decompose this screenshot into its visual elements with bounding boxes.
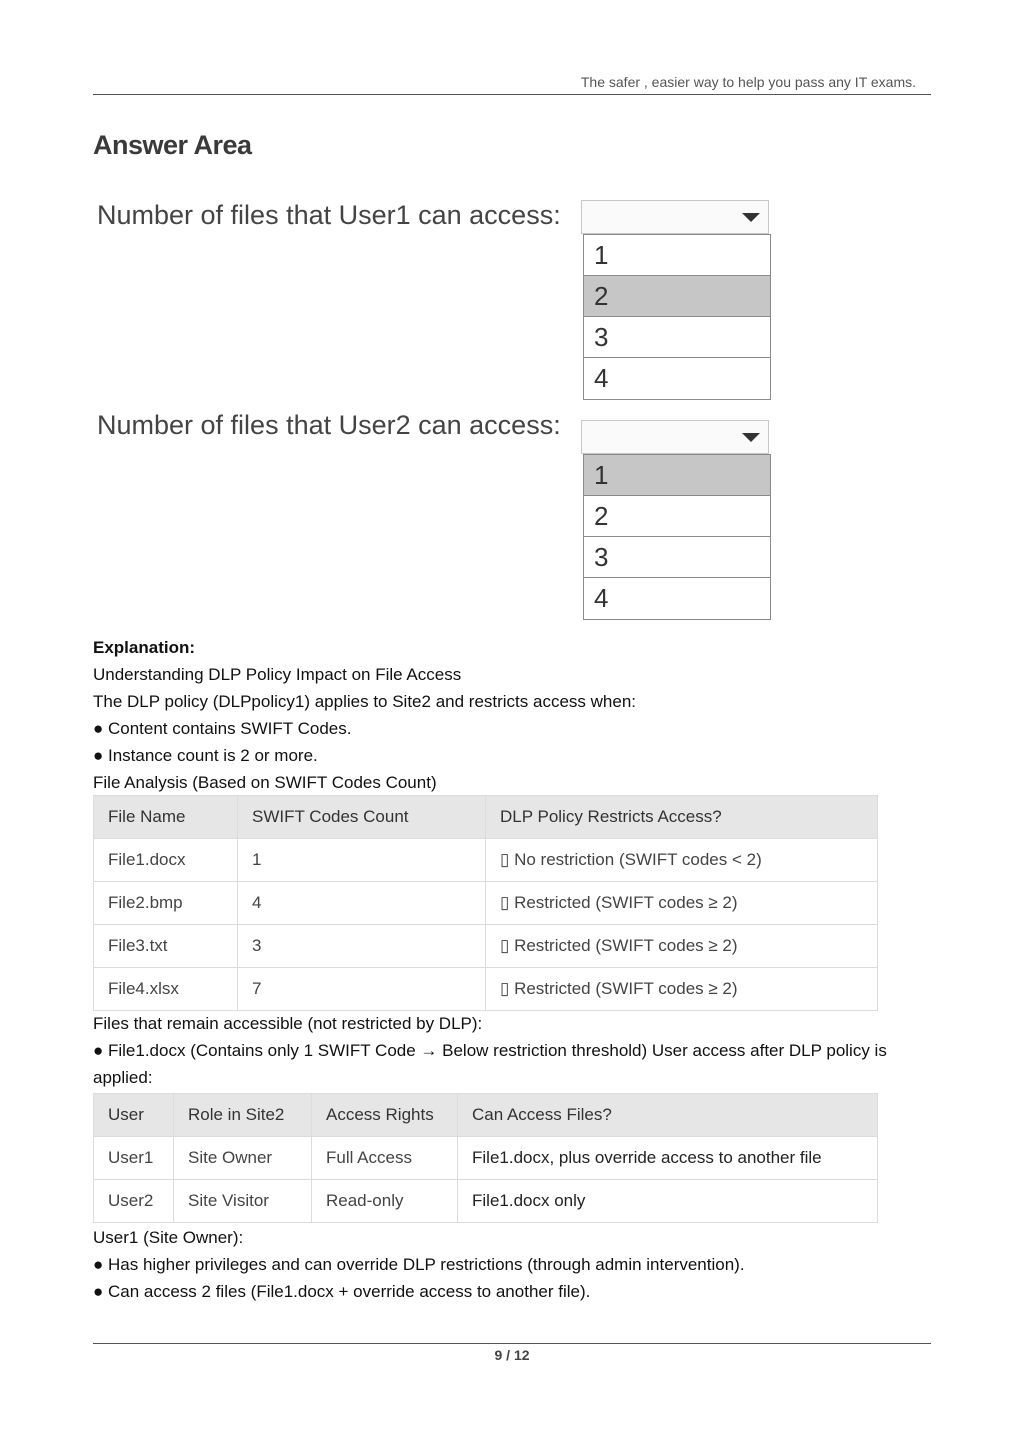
table-cell: Site Owner (174, 1137, 312, 1180)
question-2-dropdown[interactable] (581, 420, 769, 454)
table-cell: Site Visitor (174, 1180, 312, 1223)
column-header: Can Access Files? (458, 1094, 878, 1137)
header-divider (93, 94, 931, 95)
table-row (94, 839, 878, 882)
question-1-options (583, 234, 771, 400)
user1-bullet: ● Has higher privileges and can override DLP restrictions (through admin intervention). (93, 1255, 745, 1274)
question-1-option-4[interactable]: 4 (594, 363, 609, 393)
accessible-files-bullet: ● File1.docx (Contains only 1 SWIFT Code → Below restriction threshold) User access after DLP policy is (93, 1041, 887, 1060)
table-row (94, 1180, 878, 1223)
chevron-down-icon (742, 433, 760, 442)
header-tagline: The safer , easier way to help you pass any IT exams. (580, 74, 916, 90)
question-2-option-1-selected[interactable]: 1 (584, 455, 770, 496)
question-2-option-2[interactable]: 2 (584, 496, 770, 537)
table-cell: User2 (94, 1180, 174, 1223)
table-cell: 1 (238, 839, 486, 882)
table-cell: File2.bmp (94, 882, 238, 925)
column-header: File Name (94, 796, 238, 839)
explanation-line: Understanding DLP Policy Impact on File Access (93, 665, 462, 684)
table-cell: File3.txt (94, 925, 238, 968)
page-number: 9 / 12 (494, 1347, 530, 1363)
explanation-heading: Explanation: (93, 638, 196, 657)
explanation-line: The DLP policy (DLPpolicy1) applies to Site2 and restricts access when: (93, 692, 636, 711)
table-row (94, 925, 878, 968)
file-analysis-table (93, 795, 878, 1011)
question-1-label: Number of files that User1 can access: (97, 200, 561, 230)
user1-bullet: ● Can access 2 files (File1.docx + override access to another file). (93, 1282, 591, 1301)
column-header: User (94, 1094, 174, 1137)
footer-divider (93, 1343, 931, 1344)
accessible-files-continuation: applied: (93, 1068, 153, 1087)
question-1-option-1[interactable]: 1 (584, 235, 770, 276)
table-cell: ▯ Restricted (SWIFT codes ≥ 2) (486, 882, 878, 925)
explanation-bullet: ● Instance count is 2 or more. (93, 746, 318, 765)
table-row (94, 1137, 878, 1180)
table-cell: Full Access (312, 1137, 458, 1180)
table-cell: File4.xlsx (94, 968, 238, 1011)
table-cell: 3 (238, 925, 486, 968)
table-cell: Read-only (312, 1180, 458, 1223)
table-cell: 7 (238, 968, 486, 1011)
table-cell: File1.docx (94, 839, 238, 882)
question-2-option-4[interactable]: 4 (594, 583, 609, 613)
table-cell: ▯ Restricted (SWIFT codes ≥ 2) (486, 925, 878, 968)
column-header: DLP Policy Restricts Access? (486, 796, 878, 839)
table-row (94, 968, 878, 1011)
column-header: Role in Site2 (174, 1094, 312, 1137)
table-cell: File1.docx, plus override access to another file (458, 1137, 878, 1180)
question-1-option-2-selected[interactable]: 2 (584, 276, 770, 317)
explanation-line: File Analysis (Based on SWIFT Codes Count) (93, 773, 437, 792)
question-1-option-3[interactable]: 3 (584, 317, 770, 358)
user-access-table (93, 1093, 878, 1223)
table-cell: File1.docx only (458, 1180, 878, 1223)
question-2-label: Number of files that User2 can access: (97, 410, 561, 440)
table-cell: User1 (94, 1137, 174, 1180)
table-cell: ▯ No restriction (SWIFT codes < 2) (486, 839, 878, 882)
question-2-option-3[interactable]: 3 (584, 537, 770, 578)
table-header-row (94, 1094, 878, 1137)
explanation-bullet: ● Content contains SWIFT Codes. (93, 719, 352, 738)
question-1-dropdown[interactable] (581, 200, 769, 234)
column-header: Access Rights (312, 1094, 458, 1137)
answer-area (93, 120, 783, 630)
accessible-files-heading: Files that remain accessible (not restricted by DLP): (93, 1014, 483, 1033)
table-header-row (94, 796, 878, 839)
question-2-options (583, 454, 771, 620)
table-cell: 4 (238, 882, 486, 925)
column-header: SWIFT Codes Count (238, 796, 486, 839)
user1-heading: User1 (Site Owner): (93, 1228, 244, 1247)
chevron-down-icon (742, 213, 760, 222)
table-cell: ▯ Restricted (SWIFT codes ≥ 2) (486, 968, 878, 1011)
table-row (94, 882, 878, 925)
answer-area-title: Answer Area (93, 130, 252, 160)
